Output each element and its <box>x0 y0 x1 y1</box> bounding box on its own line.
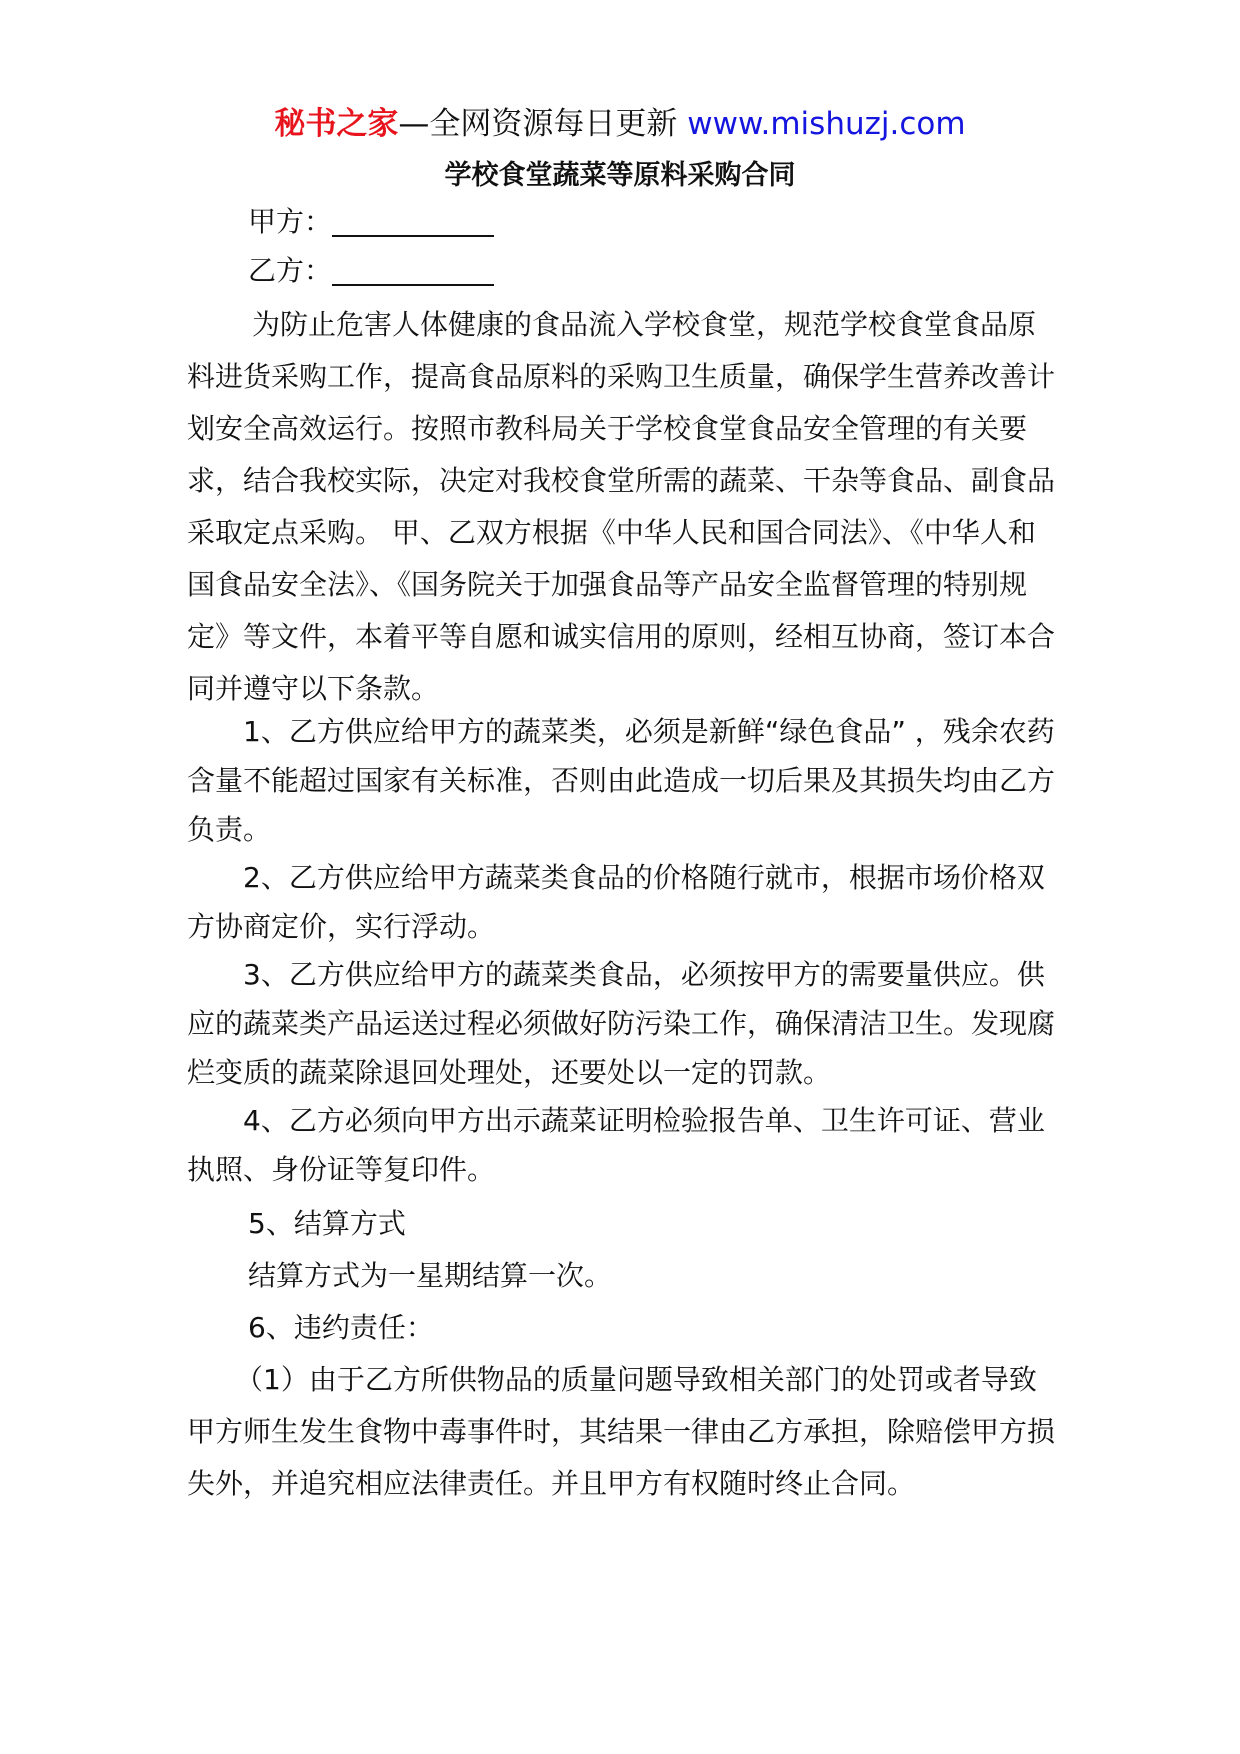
clause-6-title: 6、违约责任： <box>248 1311 434 1344</box>
document-title: 学校食堂蔬菜等原料采购合同 <box>444 160 796 191</box>
party-a-blank <box>332 205 494 237</box>
preamble-paragraph: 为防止危害人体健康的食品流入学校食堂，规范学校食堂食品原料进货采购工作，提高食品原料的采购卫生质量，确保学生营养改善计划安全高效运行。按照市教科局关于学校食堂食品安全管理的有关要求，结合我校实际，决定对我校食堂所需的蔬菜、干杂等食品、副食品采取定点采购。 甲、乙双方根据《中华人民和国合同法》、《中华人和国食品安全法》、《国务院关于加强食品等产品安全监督管理的特别规定》等文件，本着平等自愿和诚实信用的原则，经相互协商，签订本合同并遵守以下条款。 <box>187 308 1056 705</box>
clause-5-text: 结算方式为一星期结算一次。 <box>248 1259 613 1292</box>
clause-2: 2、乙方供应给甲方蔬菜类食品的价格随行就市，根据市场价格双方协商定价，实行浮动。 <box>187 861 1045 943</box>
brand-name: 秘书之家 <box>274 106 399 142</box>
party-b-blank <box>332 254 494 286</box>
clause-3: 3、乙方供应给甲方的蔬菜类食品，必须按甲方的需要量供应。供应的蔬菜类产品运送过程必须做好防污染工作，确保清洁卫生。发现腐烂变质的蔬菜除退回处理处，还要处以一定的罚款。 <box>187 958 1056 1089</box>
party-a-label: 甲方： <box>248 205 333 238</box>
party-b-line <box>248 245 1118 297</box>
header-tagline: —全网资源每日更新 <box>398 106 688 142</box>
party-a-line <box>248 196 1118 248</box>
clause-4: 4、乙方必须向甲方出示蔬菜证明检验报告单、卫生许可证、营业执照、身份证等复印件。 <box>187 1104 1045 1186</box>
party-b-label: 乙方： <box>248 254 333 287</box>
site-header <box>0 102 1240 146</box>
clause-6-item-1: （1）由于乙方所供物品的质量问题导致相关部门的处罚或者导致甲方师生发生食物中毒事件时，其结果一律由乙方承担，除赔偿甲方损失外，并追究相应法律责任。并且甲方有权随时终止合同。 <box>187 1363 1056 1500</box>
site-url: www.mishuzj.com <box>687 106 966 142</box>
clause-5-title: 5、结算方式 <box>248 1207 406 1240</box>
clause-1: 1、乙方供应给甲方的蔬菜类，必须是新鲜“绿色食品” ，残余农药含量不能超过国家有关标准，否则由此造成一切后果及其损失均由乙方负责。 <box>187 715 1056 846</box>
